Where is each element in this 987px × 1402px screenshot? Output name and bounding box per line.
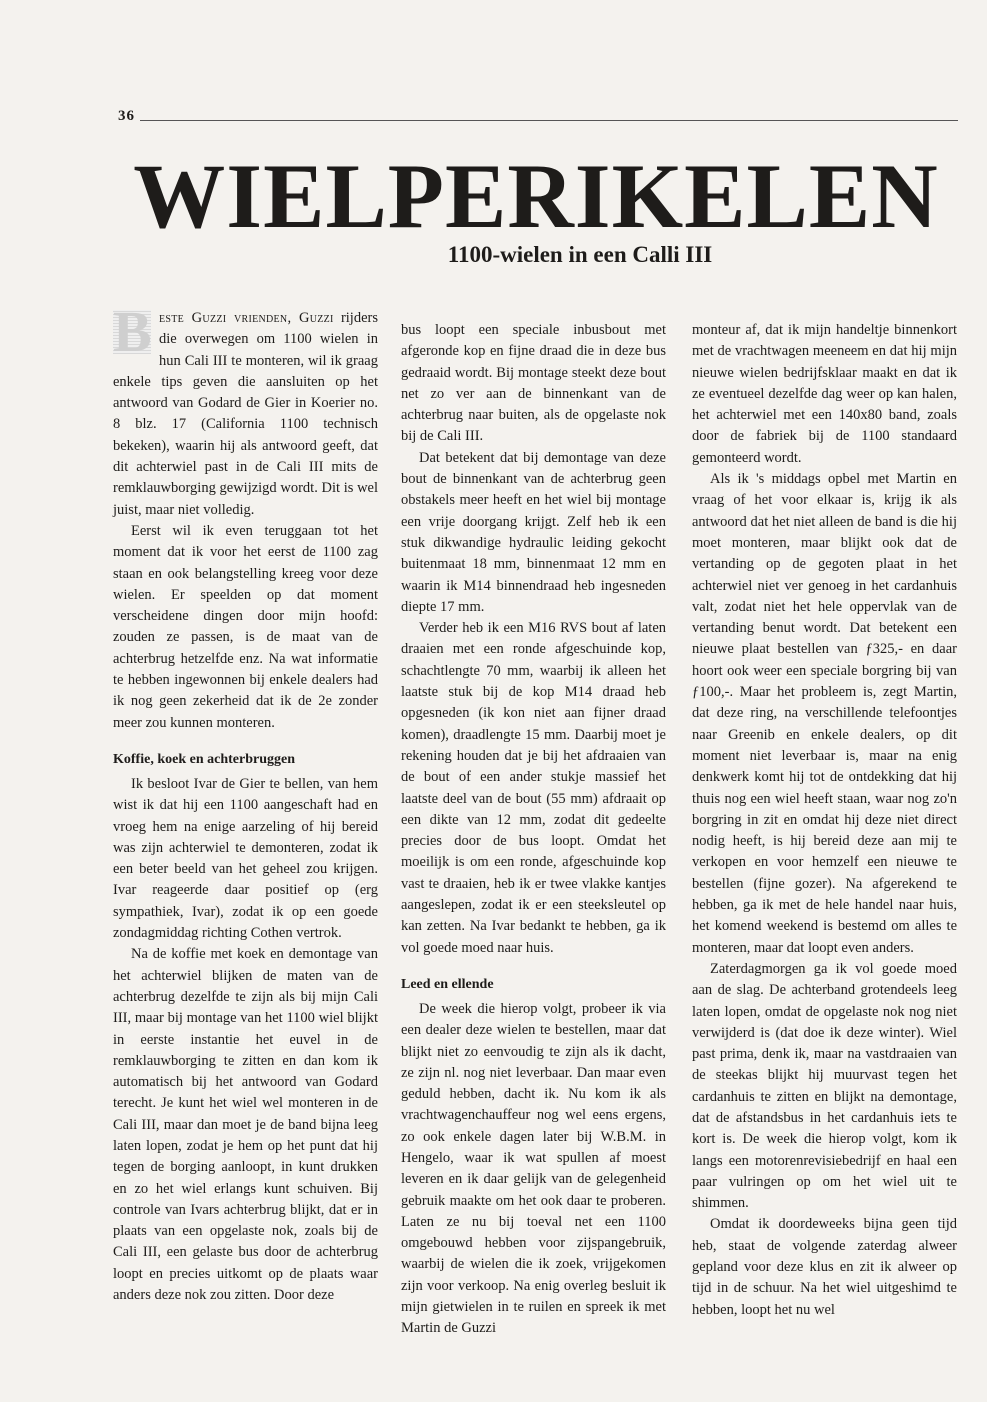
paragraph: Ik besloot Ivar de Gier te bellen, van hem wist ik dat hij een 1100 aangeschaft had en vroeg hem na enige aarzeling of hij bereid was zijn achterwiel te demonteren, zodat ik een beter beeld van het geheel zou krijgen. Ivar reageerde daar positief op (erg sympathiek, Ivar), zodat ik op een goede zondagmiddag richting Cothen vertrok. (113, 775, 378, 942)
paragraph: De week die hierop volgt, probeer ik via een dealer deze wielen te bestellen, maar dat blijkt niet zo eenvoudig te zijn als ik dacht, ze zijn nl. nog niet leverbaar. Dan maar even geduld hebben, dacht ik. Nu kom ik als vrachtwagenchauffeur nog wel eens ergens, zo ook enkele dagen later bij W.B.M. in Hengelo, waar ik wat spullen af moest leveren en ik daar gelijk van de gelegenheid gebruik maakte om het ook daar te proberen. Laten ze nu bij toeval net een 1100 omgebouwd hebben voor zijspangebruik, waarbij de wielen die ik zoek, vrijgekomen zijn voor verkoop. Na enig overleg besluit ik mijn gietwielen in te ruilen en spreek ik met Martin de Guzzi (401, 1000, 666, 1337)
paragraph: Als ik 's middags opbel met Martin en vraag of het voor elkaar is, krijg ik als antwoord dat het niet alleen de band is die hij moet monteren, maar blijkt ook dat de vertanding op de gegoten plaat in het achterwiel niet ver genoeg in het cardanhuis valt, zodat niet het hele oppervlak van de vertanding benut wordt. Dat betekent een nieuwe plaat bestellen van ƒ325,- en daar hoort ook weer een speciale borgring bij van ƒ100,-. Maar het probleem is, zegt Martin, dat deze ring, na verschillende telefoontjes naar Greenib en enkele dealers, op dit moment niet leverbaar is, maar na enig denkwerk komt hij tot de ontdekking dat hij thuis nog een wiel heeft staan, waar nog zo'n borgring in zit en omdat hij deze niet direct nodig heeft, is hij bereid deze aan mij te verkopen en voor hemzelf een nieuwe te bestellen (fijne gozer). Na afgerekend te hebben, ga ik met de hele handel naar huis, het komend weekend is bestemd om alles te monteren, maar dat loopt even anders. (692, 471, 957, 956)
paragraph: bus loopt een speciale inbusbout met afgeronde kop en fijne draad die in deze bus gedraaid wordt. Bij montage steekt deze bout net zo ver aan de binnenkant van de achterbrug naar buiten, als de opgelaste nok bij de Cali III. (401, 322, 666, 445)
section-heading: Leed en ellende (401, 976, 494, 992)
paragraph: monteur af, dat ik mijn handeltje binnenkort met de vrachtwagen meeneem en dat hij mijn nieuwe wielen bedrijfsklaar maakt en dat ik ze eventueel dezelfde dag weer op kan halen, het achterwiel met een 140x80 band, zoals door de fabriek bij de 1100 standaard gemonteerd wordt. (692, 322, 957, 466)
column-3 (692, 320, 957, 1321)
article-subtitle: 1100-wielen in een Calli III (447, 242, 713, 267)
column-2 (401, 320, 666, 1340)
page-number: 36 (118, 108, 135, 124)
paragraph: Zaterdagmorgen ga ik vol goede moed aan de slag. De achterband grotendeels leeg laten lopen, omdat de opgelaste nok nog niet verwijderd is (dat doe ik deze winter). Wiel past prima, denk ik, maar na vastdraaien van de steekas blijkt hij muurvast tegen het cardanhuis te zitten en blijkt na demontage, dat de afstandsbus in het cardanhuis iets te kort is. De week die hierop volgt, kom ik langs een motorenrevisiebedrijf en haal een paar vulringen op om het wiel uit te shimmen. (692, 960, 957, 1212)
column-1 (113, 299, 378, 1306)
header-rule (140, 120, 958, 121)
paragraph-text: rijders die overwegen om 1100 wielen in hun Cali III te monteren, wil ik graag enkele tips geven die aansluiten op het antwoord van Godard de Gier in Koerier no. 8 blz. 17 (California 1100 technisch bekeken), waarin hij als antwoord geeft, dat dit achterwiel past in de Cali III mits de remklauwborging gewijzigd wordt. Dit is wel juist, maar niet volledig. (113, 310, 378, 518)
section-heading: Koffie, koek en achterbruggen (113, 751, 295, 767)
paragraph: Eerst wil ik even teruggaan tot het moment dat ik voor het eerst de 1100 zag staan en ook belangstelling kreeg voor deze wielen. Er speelden op dat moment verscheidene dingen door mijn hoofd: zouden ze passen, is de maat van de achterbrug hetzelfde enz. Na wat informatie te hebben ingewonnen bij enkele dealers had ik nog geen zekerheid dat ik de 2e zonder meer zou kunnen monteren. (113, 522, 378, 731)
article-title: WIELPERIKELEN (133, 145, 939, 247)
paragraph: Dat betekent dat bij demontage van deze bout de binnenkant van de achterbrug geen obstakels meer heeft en het wiel bij montage een vrije doorgang krijgt. Zelf heb ik een stuk dikwandige hydraulic leiding gekocht buitenmaat 18 mm, binnenmaat 12 mm en waarin ik M14 binnendraad heb ingesneden diepte 17 mm. (401, 449, 666, 615)
lead-in: este Guzzi vrienden, Guzzi (159, 310, 334, 326)
paragraph (113, 299, 378, 521)
drop-cap: B (113, 299, 152, 364)
paragraph: Omdat ik doordeweeks bijna geen tijd heb, staat de volgende zaterdag alweer gepland voor deze klus en zit ik alweer op tijd in de schuur. Na het wiel uitgeshimd te hebben, loopt het nu wel (692, 1216, 957, 1318)
paragraph: Na de koffie met koek en demontage van het achterwiel blijken de maten van de achterbrug dezelfde te zijn als bij mijn Cali III, maar bij montage van het 1100 wiel blijkt in eerste instantie het euvel in de remklauwborging te zitten en dan kom ik automatisch bij het antwoord van Godard terecht. Je kunt het wiel wel monteren in de Cali III, maar dan moet je de band bijna leeg laten lopen, zodat je hem op het punt dat hij tegen de borging aanloopt, in kunt drukken en zo het wiel erlangs kunt schuiven. Bij controle van Ivars achterbrug blijkt, dat er in plaats van een opgelaste nok, zoals bij de Cali III, een gelaste bus door de achterbrug loopt en precies uitkomt op de plaats waar anders deze nok zou zitten. Door deze (113, 946, 378, 1304)
paragraph: Verder heb ik een M16 RVS bout af laten draaien met een ronde afgeschuinde kop, schachtlengte 70 mm, waarbij ik alleen het laatste stuk bij de kop M14 draad heb opgesneden (ik kon niet aan fijner draad komen), draadlengte 15 mm. Daarbij moet je rekening houden dat je bij het afdraaien van de bout of een ander stukje massief het laatste deel van de bout (55 mm) afdraait op een dikte van 12 mm, zodat dit gedeelte precies door de bus loopt. Omdat het moeilijk is om een ronde, afgeschuinde kop vast te draaien, heb ik er twee vlakke kantjes aangeslepen, zodat ik er een steeksleutel op kan zetten. Na Ivar bedankt te hebben, ga ik vol goede moed naar huis. (401, 620, 666, 956)
